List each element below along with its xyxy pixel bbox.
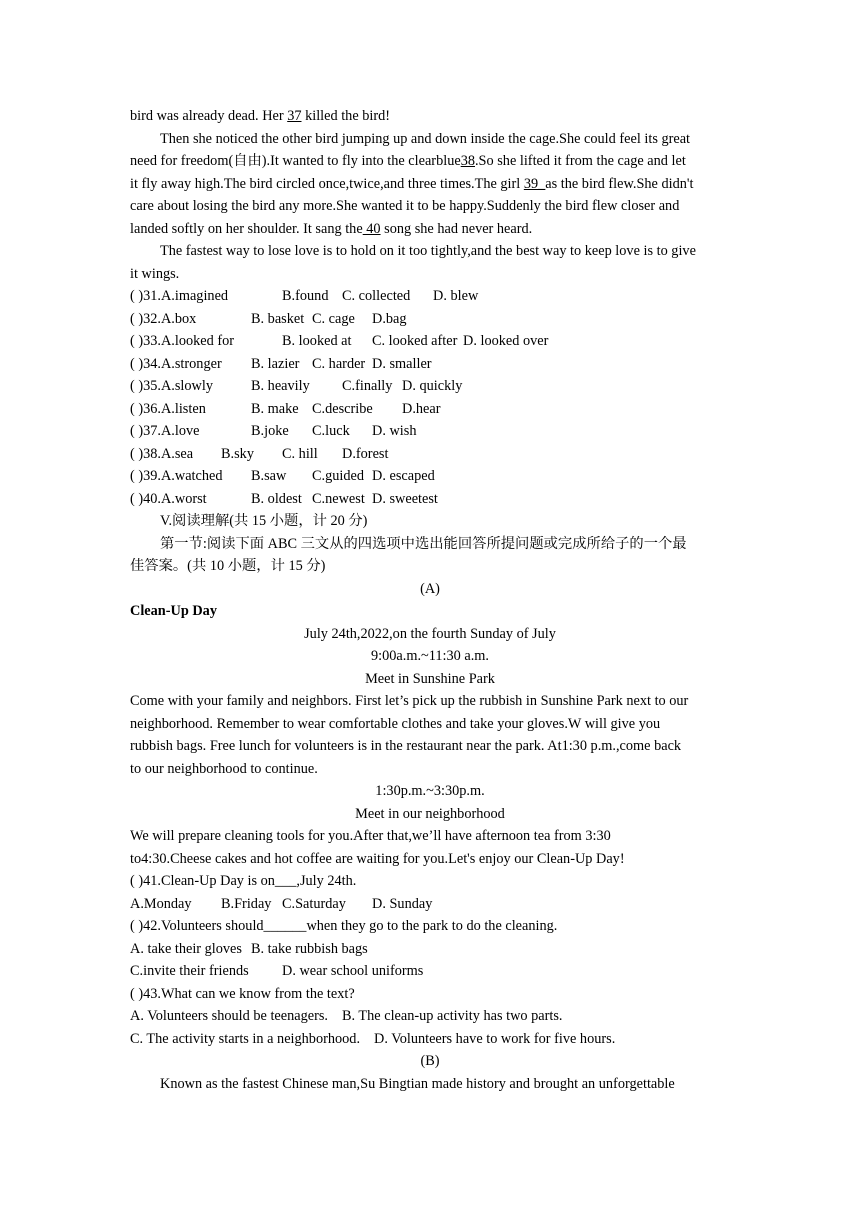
passage-label: (B) [420,1053,440,1069]
passage-line: rubbish bags. Free lunch for volunteers is in the restaurant near the park. At1:30 p.m.,come back [130,738,682,754]
passage-label: (A) [420,580,440,597]
blank-37: 37 [287,108,302,124]
section-instruction: 第一节:阅读下面 ABC 三文从的四选项中选出能回答所提问题或完成所给子的一个最 [160,535,687,552]
question-43: ( )43.What can we know from the text? [130,985,355,1002]
passage-line: to4:30.Cheese cakes and hot coffee are waiting for you.Let's enjoy our Clean-Up Day! [130,850,625,867]
exam-page [130,105,730,1095]
question-40: ( )40.A.worst B. oldest C.newest D. sweetest [130,490,438,507]
passage-line: care about losing the bird any more.She wanted it to be happy.Suddenly the bird flew closer and [130,198,680,214]
question-41: ( )41.Clean-Up Day is on___,July 24th. [130,873,357,889]
passage-title: Clean-Up Day [130,603,217,619]
event-place: Meet in our neighborhood [355,805,505,822]
blank-38: 38 [460,153,475,169]
passage-line: landed softly on her shoulder. It sang the 40 song she had never heard. [130,220,533,237]
question-35: ( )35.A.slowly B. heavily C.finally D. quickly [130,378,463,394]
blank-39: 39_ [523,175,546,192]
section-instruction: 佳答案。(共 10 小题，计 15 分) [130,558,326,574]
event-time: 9:00a.m.~11:30 a.m. [371,648,489,664]
question-34: ( )34.A.stronger B. lazier C. harder D. smaller [130,355,432,372]
passage-line: The fastest way to lose love is to hold on it too tightly,and the best way to keep love is to give [160,243,696,259]
question-31: ( )31.A.imagined B.found C. collected D. blew [130,288,479,304]
question-33: ( )33.A.looked for B. looked at C. looked after D. looked over [130,333,549,349]
blank-40: 40 [362,220,381,237]
passage-line: to our neighborhood to continue. [130,760,318,777]
question-43-options-cd: C. The activity starts in a neighborhood. D. Volunteers have to work for five hours. [130,1030,616,1047]
question-41-options: A.Monday B.Friday C.Saturday D. Sunday [130,895,433,912]
passage-line: Then she noticed the other bird jumping up and down inside the cage.She could feel its great [160,130,691,147]
passage-line: bird was already dead. Her 37 killed the bird! [130,108,391,124]
question-39: ( )39.A.watched B.saw C.guided D. escaped [130,468,435,484]
question-42: ( )42.Volunteers should______when they go to the park to do the cleaning. [130,918,558,934]
event-place: Meet in Sunshine Park [365,670,495,687]
passage-line: it fly away high.The bird circled once,twice,and three times.The girl 39_as the bird flew.She didn't [130,175,694,192]
question-32: ( )32.A.box B. basket C. cage D.bag [130,310,407,327]
passage-line: Known as the fastest Chinese man,Su Bingtian made history and brought an unforgettable [160,1075,675,1092]
passage-line: Come with your family and neighbors. First let’s pick up the rubbish in Sunshine Park next to our [130,693,689,709]
passage-line: need for freedom(自由).It wanted to fly into the clearblue38.So she lifted it from the cage and let [130,153,686,169]
question-42-options-cd: C.invite their friends D. wear school uniforms [130,963,424,979]
question-42-options-ab: A. take their gloves B. take rubbish bags [130,940,368,957]
passage-line: it wings. [130,265,180,282]
passage-line: neighborhood. Remember to wear comfortable clothes and take your gloves.W will give you [130,715,661,732]
question-36: ( )36.A.listen B. make C.describe D.hear [130,400,441,417]
event-time: 1:30p.m.~3:30p.m. [375,783,485,799]
question-38: ( )38.A.sea B.sky C. hill D.forest [130,445,389,462]
passage-line: We will prepare cleaning tools for you.After that,we’ll have afternoon tea from 3:30 [130,828,611,844]
section-heading: V.阅读理解(共 15 小题，计 20 分) [160,513,368,529]
question-37: ( )37.A.love B.joke C.luck D. wish [130,423,417,439]
event-date: July 24th,2022,on the fourth Sunday of July [304,625,556,642]
question-43-options-ab: A. Volunteers should be teenagers. B. The clean-up activity has two parts. [130,1008,563,1024]
